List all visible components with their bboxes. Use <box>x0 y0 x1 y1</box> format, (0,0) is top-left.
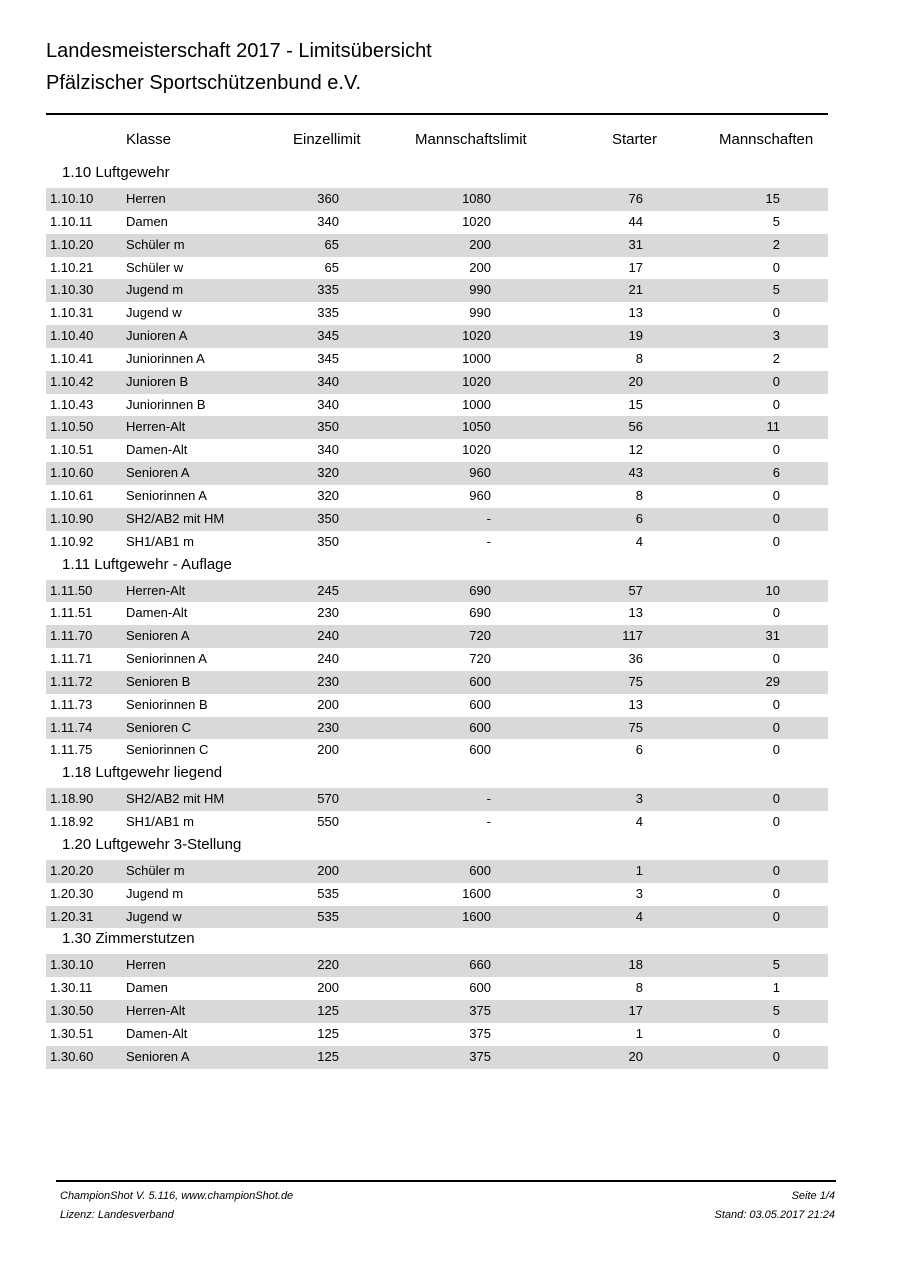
mannschaften-cell: 0 <box>772 305 780 321</box>
table-row <box>46 1046 828 1069</box>
mannschaften-cell: 29 <box>765 673 780 689</box>
mannschaftslimit-cell: 720 <box>469 628 491 644</box>
table-row <box>46 302 828 325</box>
table-row <box>46 906 828 929</box>
klasse-cell: Seniorinnen A <box>126 487 207 503</box>
code-cell: 1.18.90 <box>50 791 94 807</box>
mannschaftslimit-cell: 200 <box>469 236 491 252</box>
mannschaften-cell: 5 <box>772 213 780 229</box>
col-header-starter: Starter <box>612 131 658 148</box>
starter-cell: 13 <box>628 696 643 712</box>
header-divider <box>46 113 828 115</box>
klasse-cell: Herren <box>126 957 166 973</box>
mannschaften-cell: 0 <box>772 885 780 901</box>
mannschaften-cell: 6 <box>772 465 780 481</box>
klasse-cell: Junioren A <box>126 328 188 344</box>
code-cell: 1.10.51 <box>50 442 94 458</box>
mannschaftslimit-cell: 660 <box>469 957 491 973</box>
mannschaftslimit-cell: 1000 <box>462 396 491 412</box>
code-cell: 1.30.50 <box>50 1003 94 1019</box>
mannschaften-cell: 2 <box>772 236 780 252</box>
code-cell: 1.10.31 <box>50 305 94 321</box>
code-cell: 1.30.51 <box>50 1026 94 1041</box>
table-row <box>46 234 828 257</box>
starter-cell: 6 <box>635 742 643 758</box>
einzellimit-cell: 345 <box>317 350 339 366</box>
einzellimit-cell: 65 <box>324 236 339 252</box>
col-header-einzellimit: Einzellimit <box>293 131 361 148</box>
mannschaftslimit-cell: 1050 <box>462 419 491 435</box>
mannschaften-cell: 0 <box>772 510 780 526</box>
klasse-cell: Seniorinnen A <box>126 651 207 667</box>
report-title: Landesmeisterschaft 2017 - Limitsübersicht <box>46 40 432 62</box>
einzellimit-cell: 200 <box>317 742 339 758</box>
table-row <box>46 531 828 554</box>
starter-cell: 43 <box>628 465 643 481</box>
einzellimit-cell: 320 <box>317 465 339 481</box>
klasse-cell: SH2/AB2 mit HM <box>126 510 225 526</box>
mannschaften-cell: 0 <box>772 533 780 549</box>
mannschaftslimit-cell: 600 <box>469 696 491 712</box>
mannschaften-cell: 31 <box>765 628 780 644</box>
einzellimit-cell: 535 <box>317 908 339 924</box>
klasse-cell: Jugend w <box>126 908 182 924</box>
mannschaftslimit-cell: 1020 <box>462 328 491 344</box>
table-row <box>46 394 828 417</box>
section-title: 1.30 Zimmerstutzen <box>62 930 195 948</box>
table-row <box>46 348 828 371</box>
table-row <box>46 371 828 394</box>
mannschaften-cell: 11 <box>766 419 780 435</box>
mannschaftslimit-cell: 600 <box>469 673 491 689</box>
einzellimit-cell: 335 <box>317 305 339 321</box>
code-cell: 1.10.41 <box>50 350 94 366</box>
starter-cell: 13 <box>628 605 643 621</box>
mannschaftslimit-cell: 1020 <box>462 213 491 229</box>
mannschaften-cell: 0 <box>772 791 780 807</box>
table-row <box>46 648 828 671</box>
mannschaften-cell: 0 <box>772 719 780 735</box>
mannschaftslimit-cell: - <box>486 533 491 549</box>
starter-cell: 117 <box>622 628 643 644</box>
table-row <box>46 439 828 462</box>
einzellimit-cell: 350 <box>317 510 339 526</box>
mannschaftslimit-cell: 1020 <box>462 442 491 458</box>
table-row <box>46 188 828 211</box>
starter-cell: 8 <box>635 487 643 503</box>
mannschaften-cell: 0 <box>772 259 780 275</box>
code-cell: 1.20.20 <box>50 862 94 878</box>
mannschaftslimit-cell: - <box>486 791 491 807</box>
mannschaftslimit-cell: 600 <box>469 862 491 878</box>
einzellimit-cell: 340 <box>317 213 339 229</box>
starter-cell: 57 <box>628 582 643 598</box>
klasse-cell: Juniorinnen B <box>126 396 206 412</box>
einzellimit-cell: 65 <box>324 259 339 275</box>
starter-cell: 6 <box>635 510 643 526</box>
code-cell: 1.11.74 <box>50 719 93 735</box>
col-header-klasse: Klasse <box>126 131 172 148</box>
klasse-cell: Senioren A <box>126 1048 190 1064</box>
einzellimit-cell: 230 <box>317 719 339 735</box>
table-row <box>46 257 828 280</box>
einzellimit-cell: 200 <box>317 862 339 878</box>
section-title: 1.11 Luftgewehr - Auflage <box>62 555 232 573</box>
mannschaften-cell: 0 <box>772 862 780 878</box>
col-header-mannschaften: Mannschaften <box>719 131 814 148</box>
starter-cell: 20 <box>628 373 643 389</box>
starter-cell: 75 <box>628 719 643 735</box>
mannschaften-cell: 5 <box>772 282 780 298</box>
einzellimit-cell: 240 <box>317 628 339 644</box>
mannschaftslimit-cell: 600 <box>469 719 491 735</box>
klasse-cell: Herren-Alt <box>126 1003 186 1019</box>
table-row <box>46 883 828 906</box>
table-row <box>46 325 828 348</box>
section-title: 1.10 Luftgewehr <box>62 164 170 181</box>
mannschaftslimit-cell: 1000 <box>462 350 491 366</box>
limits-table <box>46 162 828 1069</box>
table-row <box>46 977 828 1000</box>
mannschaftslimit-cell: 690 <box>469 582 491 598</box>
klasse-cell: Senioren A <box>126 628 190 644</box>
footer-license: Lizenz: Landesverband <box>60 1209 174 1221</box>
starter-cell: 8 <box>635 350 643 366</box>
einzellimit-cell: 200 <box>317 696 339 712</box>
starter-cell: 8 <box>635 980 643 996</box>
starter-cell: 4 <box>635 908 643 924</box>
section-title: 1.20 Luftgewehr 3-Stellung <box>62 835 242 853</box>
code-cell: 1.18.92 <box>50 814 94 830</box>
code-cell: 1.11.70 <box>50 628 93 644</box>
einzellimit-cell: 335 <box>317 282 339 298</box>
code-cell: 1.20.30 <box>50 885 94 901</box>
footer-stand-date: Stand: 03.05.2017 21:24 <box>714 1209 835 1221</box>
table-row <box>46 860 828 883</box>
mannschaften-cell: 3 <box>772 328 780 344</box>
code-cell: 1.10.11 <box>50 213 93 229</box>
table-row <box>46 602 828 625</box>
table-row <box>46 717 828 740</box>
starter-cell: 3 <box>635 885 643 901</box>
mannschaften-cell: 0 <box>772 696 780 712</box>
table-row <box>46 954 828 977</box>
organization-name: Pfälzischer Sportschützenbund e.V. <box>46 72 362 94</box>
code-cell: 1.11.71 <box>50 651 93 667</box>
code-cell: 1.11.51 <box>50 605 93 621</box>
klasse-cell: Herren <box>126 191 166 206</box>
klasse-cell: Damen <box>126 213 168 229</box>
einzellimit-cell: 340 <box>317 396 339 412</box>
einzellimit-cell: 245 <box>317 582 339 598</box>
table-row <box>46 462 828 485</box>
code-cell: 1.10.42 <box>50 373 94 389</box>
code-cell: 1.30.10 <box>50 957 94 973</box>
klasse-cell: SH2/AB2 mit HM <box>126 791 225 807</box>
code-cell: 1.10.21 <box>50 259 94 275</box>
starter-cell: 4 <box>635 814 643 830</box>
klasse-cell: Damen-Alt <box>126 442 188 458</box>
mannschaften-cell: 0 <box>772 1026 780 1041</box>
starter-cell: 19 <box>628 328 643 344</box>
table-row <box>46 580 828 603</box>
footer-software: ChampionShot V. 5.116, www.championShot.de <box>60 1190 294 1202</box>
mannschaftslimit-cell: 960 <box>469 487 491 503</box>
einzellimit-cell: 240 <box>317 651 339 667</box>
mannschaften-cell: 10 <box>765 582 780 598</box>
starter-cell: 31 <box>628 236 643 252</box>
table-row <box>46 625 828 648</box>
einzellimit-cell: 125 <box>317 1026 339 1041</box>
mannschaften-cell: 0 <box>772 373 780 389</box>
code-cell: 1.10.90 <box>50 510 94 526</box>
section-title: 1.18 Luftgewehr liegend <box>62 764 223 782</box>
mannschaften-cell: 5 <box>772 1003 780 1019</box>
einzellimit-cell: 550 <box>317 814 339 830</box>
klasse-cell: Schüler m <box>126 862 185 878</box>
starter-cell: 13 <box>628 305 643 321</box>
mannschaftslimit-cell: 1080 <box>462 191 491 206</box>
col-header-mannschaftslimit: Mannschaftslimit <box>415 131 527 148</box>
einzellimit-cell: 360 <box>317 191 339 206</box>
starter-cell: 18 <box>628 957 643 973</box>
einzellimit-cell: 535 <box>317 885 339 901</box>
klasse-cell: Senioren B <box>126 673 191 689</box>
footer-page-number: Seite 1/4 <box>791 1190 835 1202</box>
klasse-cell: Jugend m <box>126 885 184 901</box>
starter-cell: 4 <box>635 533 643 549</box>
klasse-cell: Senioren A <box>126 465 190 481</box>
starter-cell: 12 <box>628 442 643 458</box>
einzellimit-cell: 230 <box>317 605 339 621</box>
mannschaften-cell: 0 <box>772 651 780 667</box>
mannschaften-cell: 0 <box>772 1048 780 1064</box>
klasse-cell: Junioren B <box>126 373 189 389</box>
table-row <box>46 811 828 834</box>
starter-cell: 44 <box>628 213 643 229</box>
table-row <box>46 671 828 694</box>
starter-cell: 76 <box>628 191 643 206</box>
mannschaftslimit-cell: - <box>486 510 491 526</box>
klasse-cell: Damen-Alt <box>126 1026 188 1041</box>
mannschaften-cell: 0 <box>772 442 780 458</box>
mannschaftslimit-cell: 375 <box>469 1026 491 1041</box>
mannschaftslimit-cell: 990 <box>469 305 491 321</box>
code-cell: 1.11.72 <box>50 673 93 689</box>
klasse-cell: Herren-Alt <box>126 419 186 435</box>
einzellimit-cell: 320 <box>317 487 339 503</box>
code-cell: 1.11.50 <box>50 582 93 598</box>
mannschaften-cell: 0 <box>772 487 780 503</box>
starter-cell: 17 <box>628 259 643 275</box>
einzellimit-cell: 340 <box>317 373 339 389</box>
table-row <box>46 788 828 811</box>
einzellimit-cell: 230 <box>317 673 339 689</box>
table-row <box>46 694 828 717</box>
starter-cell: 1 <box>635 862 643 878</box>
code-cell: 1.10.92 <box>50 533 94 549</box>
starter-cell: 15 <box>628 396 643 412</box>
code-cell: 1.10.60 <box>50 465 94 481</box>
klasse-cell: SH1/AB1 m <box>126 814 194 830</box>
mannschaften-cell: 15 <box>765 191 780 206</box>
starter-cell: 17 <box>628 1003 643 1019</box>
starter-cell: 75 <box>628 673 643 689</box>
mannschaftslimit-cell: 720 <box>469 651 491 667</box>
klasse-cell: Juniorinnen A <box>126 350 205 366</box>
klasse-cell: Damen-Alt <box>126 605 188 621</box>
einzellimit-cell: 220 <box>317 957 339 973</box>
mannschaften-cell: 0 <box>772 605 780 621</box>
mannschaften-cell: 0 <box>772 396 780 412</box>
starter-cell: 1 <box>635 1026 643 1041</box>
klasse-cell: Schüler w <box>126 259 184 275</box>
klasse-cell: Herren-Alt <box>126 582 186 598</box>
starter-cell: 21 <box>628 282 643 298</box>
mannschaften-cell: 0 <box>772 742 780 758</box>
einzellimit-cell: 345 <box>317 328 339 344</box>
starter-cell: 3 <box>635 791 643 807</box>
code-cell: 1.30.60 <box>50 1048 94 1064</box>
table-row <box>46 279 828 302</box>
mannschaften-cell: 0 <box>772 814 780 830</box>
mannschaften-cell: 5 <box>772 957 780 973</box>
mannschaftslimit-cell: 600 <box>469 742 491 758</box>
mannschaftslimit-cell: 1600 <box>462 885 491 901</box>
code-cell: 1.10.50 <box>50 419 94 435</box>
code-cell: 1.11.75 <box>50 742 93 758</box>
klasse-cell: SH1/AB1 m <box>126 533 194 549</box>
klasse-cell: Jugend m <box>126 282 184 298</box>
mannschaftslimit-cell: 600 <box>469 980 491 996</box>
starter-cell: 36 <box>628 651 643 667</box>
code-cell: 1.10.30 <box>50 282 94 298</box>
klasse-cell: Senioren C <box>126 719 192 735</box>
code-cell: 1.10.61 <box>50 487 94 503</box>
table-row <box>46 1023 828 1046</box>
code-cell: 1.20.31 <box>50 908 94 924</box>
mannschaftslimit-cell: 1600 <box>462 908 491 924</box>
einzellimit-cell: 570 <box>317 791 339 807</box>
klasse-cell: Seniorinnen B <box>126 696 208 712</box>
klasse-cell: Damen <box>126 980 168 996</box>
code-cell: 1.11.73 <box>50 696 93 712</box>
table-row <box>46 1000 828 1023</box>
mannschaftslimit-cell: - <box>486 814 491 830</box>
einzellimit-cell: 200 <box>317 980 339 996</box>
mannschaftslimit-cell: 960 <box>469 465 491 481</box>
mannschaftslimit-cell: 990 <box>469 282 491 298</box>
footer-divider <box>56 1180 836 1182</box>
table-row <box>46 416 828 439</box>
einzellimit-cell: 350 <box>317 533 339 549</box>
mannschaftslimit-cell: 375 <box>469 1048 491 1064</box>
table-row <box>46 508 828 531</box>
mannschaftslimit-cell: 375 <box>469 1003 491 1019</box>
einzellimit-cell: 340 <box>317 442 339 458</box>
mannschaften-cell: 0 <box>772 908 780 924</box>
code-cell: 1.30.11 <box>50 980 93 996</box>
mannschaften-cell: 2 <box>772 350 780 366</box>
mannschaftslimit-cell: 690 <box>469 605 491 621</box>
code-cell: 1.10.10 <box>50 191 94 206</box>
starter-cell: 20 <box>628 1048 643 1064</box>
table-row <box>46 211 828 234</box>
table-row <box>46 739 828 762</box>
table-row <box>46 485 828 508</box>
starter-cell: 56 <box>628 419 643 435</box>
einzellimit-cell: 350 <box>317 419 339 435</box>
code-cell: 1.10.43 <box>50 396 94 412</box>
mannschaften-cell: 1 <box>772 980 780 996</box>
code-cell: 1.10.20 <box>50 236 94 252</box>
klasse-cell: Schüler m <box>126 236 185 252</box>
einzellimit-cell: 125 <box>317 1048 339 1064</box>
mannschaftslimit-cell: 1020 <box>462 373 491 389</box>
klasse-cell: Jugend w <box>126 305 182 321</box>
klasse-cell: Seniorinnen C <box>126 742 209 758</box>
einzellimit-cell: 125 <box>317 1003 339 1019</box>
mannschaftslimit-cell: 200 <box>469 259 491 275</box>
code-cell: 1.10.40 <box>50 328 94 344</box>
